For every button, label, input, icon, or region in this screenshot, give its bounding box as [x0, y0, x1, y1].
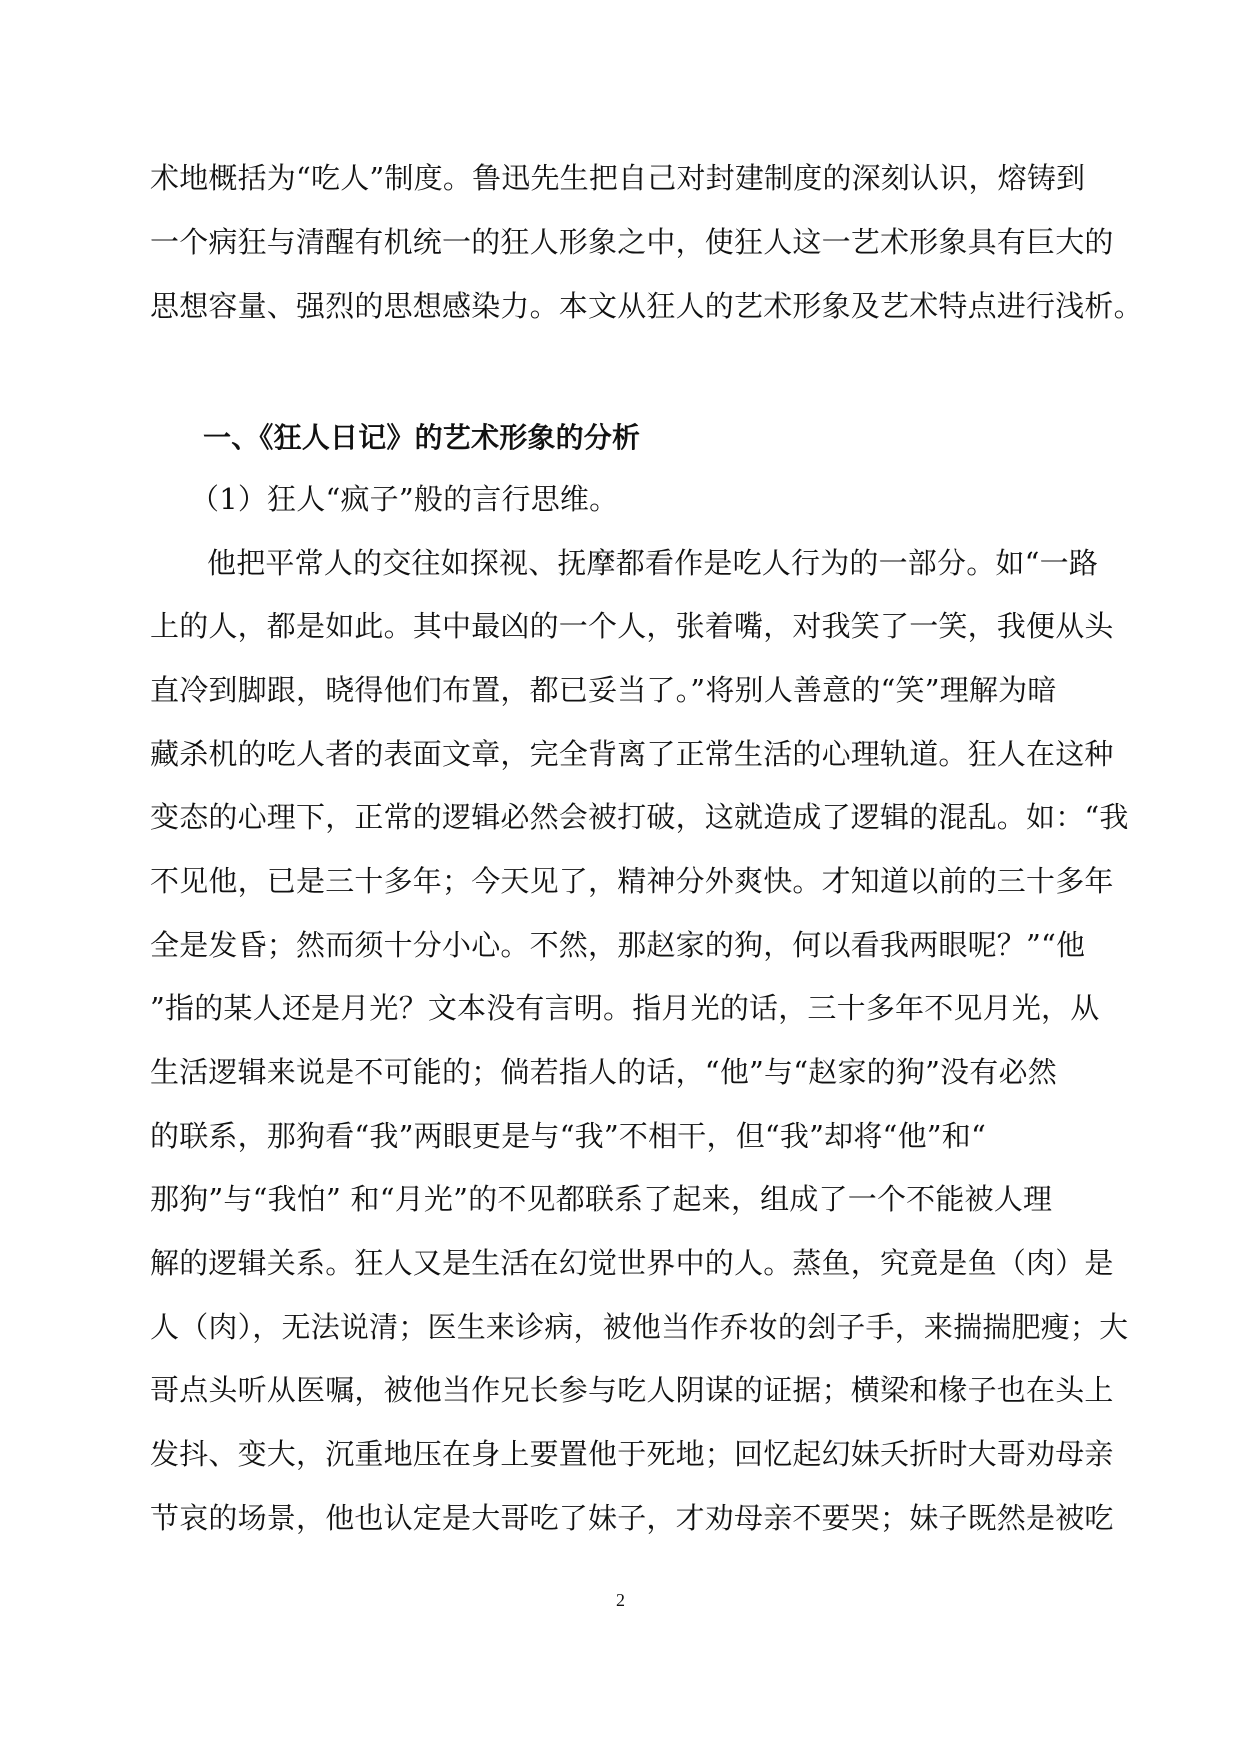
subsection-heading: （1）狂人“疯子”般的言行思维。	[190, 482, 619, 516]
intro-line-3: 思想容量、强烈的思想感染力。本文从狂人的艺术形象及艺术特点进行浅析。	[150, 289, 1143, 323]
body-line-2: 上的人，都是如此。其中最凶的一个人，张着嘴，对我笑了一笑，我便从头	[150, 609, 1114, 643]
section-heading: 一、《狂人日记》的艺术形象的分析	[203, 421, 641, 454]
body-line-14: 哥点头听从医嘱，被他当作兄长参与吃人阴谋的证据；横梁和椽子也在头上	[150, 1373, 1114, 1407]
body-line-8: ”指的某人还是月光？文本没有言明。指月光的话，三十多年不见月光，从	[150, 991, 1100, 1025]
body-line-3: 直冷到脚跟，晓得他们布置，都已妥当了。”将别人善意的“笑”理解为暗	[150, 673, 1057, 707]
body-line-13: 人（肉），无法说清；医生来诊病，被他当作乔妆的刽子手，来揣揣肥瘦；大	[150, 1310, 1129, 1344]
body-line-5: 变态的心理下，正常的逻辑必然会被打破，这就造成了逻辑的混乱。如：“我	[150, 800, 1129, 834]
body-line-7: 全是发昏；然而须十分小心。不然，那赵家的狗，何以看我两眼呢？”“他	[150, 928, 1086, 962]
body-line-11: 那狗”与“我怕” 和“月光”的不见都联系了起来，组成了一个不能被人理	[150, 1182, 1053, 1216]
body-line-10: 的联系，那狗看“我”两眼更是与“我”不相干，但“我”却将“他”和“	[150, 1119, 987, 1153]
intro-line-2: 一个病狂与清醒有机统一的狂人形象之中，使狂人这一艺术形象具有巨大的	[150, 225, 1114, 259]
body-line-16: 节哀的场景，他也认定是大哥吃了妹子，才劝母亲不要哭；妹子既然是被吃	[150, 1501, 1114, 1535]
page-number: 2	[616, 1590, 625, 1610]
intro-line-1: 术地概括为“吃人”制度。鲁迅先生把自己对封建制度的深刻认识，熔铸到	[150, 161, 1086, 195]
body-line-12: 解的逻辑关系。狂人又是生活在幻觉世界中的人。蒸鱼，究竟是鱼（肉）是	[150, 1246, 1114, 1280]
body-line-1: 他把平常人的交往如探视、抚摩都看作是吃人行为的一部分。如“一路	[207, 546, 1099, 580]
body-line-15: 发抖、变大，沉重地压在身上要置他于死地；回忆起幻妹夭折时大哥劝母亲	[150, 1437, 1114, 1471]
body-line-9: 生活逻辑来说是不可能的；倘若指人的话，“他”与“赵家的狗”没有必然	[150, 1055, 1057, 1089]
body-line-6: 不见他，已是三十多年；今天见了，精神分外爽快。才知道以前的三十多年	[150, 864, 1114, 898]
body-line-4: 藏杀机的吃人者的表面文章，完全背离了正常生活的心理轨道。狂人在这种	[150, 737, 1114, 771]
